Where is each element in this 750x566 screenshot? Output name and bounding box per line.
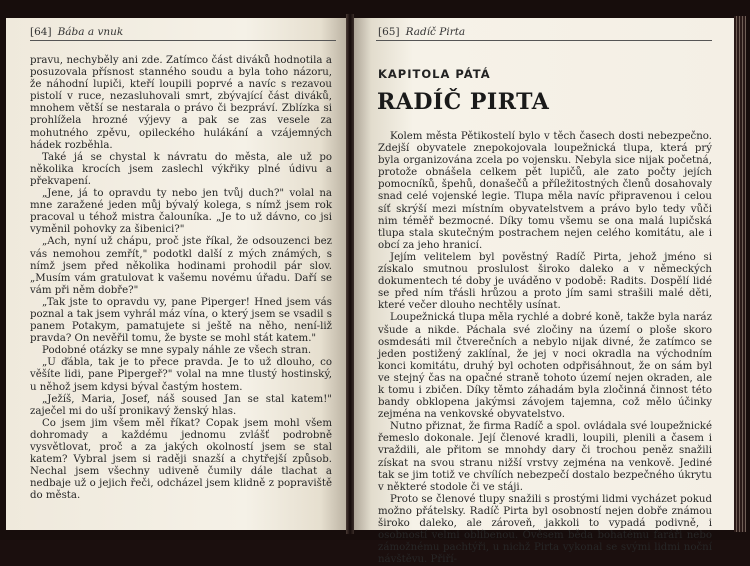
paragraph: „U ďábla, tak je to přece pravda. Je to už dlouho, co věšíte lidi, pane Pipergeř?" volal na mne tlustý hostinský, u něhož jsem kdysi býval častým hostem. [30, 357, 332, 393]
paragraph: Nutno přiznat, že firma Radíč a spol. ovládala své loupežnické řemeslo dokonale. Její členové kradli, loupili, plenili a časem i vraždili, ale přitom se mnohdy dary či trochou peněz snažili získat na svou stranu nižší vrstvy zejména na venkově. Jediné tak se jim totiž ve chvílích nebezpečí dostalo bezpečného úkrytu v některé stodole či ve stáji. [378, 421, 712, 493]
left-page-number: [64] [30, 26, 52, 38]
chapter-title: RADÍČ PIRTA [377, 89, 550, 115]
paragraph: „Tak jste to opravdu vy, pane Piperger! Hned jsem vás poznal a tak jsem vyhrál máz vína, o který jsem se vsadil s panem Potakym, pamatujete si ještě na něho, není-liž pravda? On nevěřil tomu, že byste se mohl stát katem." [30, 296, 332, 345]
left-running-head [30, 26, 123, 38]
right-running-title: Radíč Pirta [405, 26, 466, 38]
left-header-rule [30, 40, 336, 41]
right-page-number: [65] [378, 26, 400, 38]
right-running-head [378, 26, 465, 38]
paragraph: „Ježíš, Maria, Josef, náš soused Jan se stal katem!" zaječel mi do uší pronikavý ženský hlas. [30, 393, 332, 417]
paragraph: Kolem města Pětikostelí bylo v těch časech dosti nebezpečno. Zdejší obyvatele znepokojovala loupežnická tlupa, která prý byla organizována zcela po vojensku. Nebyla sice nijak početná, protože obnášela celkem pět lupičů, ale zato počty jejích pomocníků, špehů, donašečů a příležitostných členů dosahovaly snad celé vojenské legie. Tlupa měla navíc připravenou i celou síť skrýší mezi místním obyvatelstvem a právo bylo tedy vůči nim téměř bezmocné. Díky tomu všemu se ona malá lupičská tlupa stala skutečným postrachem nejen celého komitátu, ale i obcí za jeho hranicí. [378, 131, 712, 251]
paragraph: Také já se chystal k návratu do města, ale už po několika krocích jsem zaslechl výkřiky plné údivu a překvapení. [30, 151, 332, 187]
paragraph: „Ach, nyní už chápu, proč jste říkal, že odsouzenci bez vás nemohou zemřít," podotkl další z mých známých, s nímž jsem před několika hodinami prohodil pár slov. „Musím vám gratulovat k vašemu novému úřadu. Daří se vám při něm dobře?" [30, 236, 332, 296]
page-edges [734, 16, 746, 532]
right-page-body [378, 131, 712, 566]
chapter-label: KAPITOLA PÁTÁ [378, 67, 491, 81]
left-running-title: Bába a vnuk [57, 26, 124, 38]
left-page-body [30, 55, 332, 502]
paragraph: „Jene, já to opravdu ty nebo jen tvůj duch?" volal na mne zaražené jeden můj bývalý kolega, s nímž jsem rok pracoval u téhož mistra čalouníka. „Je to už dávno, co jsi vyměnil pohovky za šibenici?" [30, 188, 332, 236]
paragraph: Proto se členové tlupy snažili s prostými lidmi vycházet pokud možno přátelsky. Radíč Pirta byl osobností nejen dobře známou široko daleko, ale zároveň, jakkoli to vypadá podivně, i osobností velmi oblíbenou. Ověsem běda bohatému faráři nebo zámožnému pachtýři, u nichž Pirta vykonal se svými lidmi noční návštěvu. Přiří- [378, 493, 712, 566]
paragraph: Co jsem jim všem měl říkat? Copak jsem mohl všem dohromady a každému jednomu zvlášť podrobně vysvětlovat, proč a za jakých okolností jsem se stal katem? Vybral jsem si raději snazší a chytřejší způsob. Nechal jsem všechny udiveně čumily dále tlachat a nedbaje už o jejich řeči, odcházel jsem klidně z popraviště do města. [30, 417, 332, 502]
book-gutter [346, 14, 354, 534]
right-header-rule [376, 40, 712, 41]
paragraph: Loupežnická tlupa měla rychlé a dobré koně, takže byla naráz všude a nikde. Páchala své zločiny na území o ploše skoro osmdesáti mil čtverečních a nebylo nijak divné, že zatímco se jeden postižený zaklínal, že jej v noci okradla na východním konci komitátu, druhý byl ochoten odpřisáhnout, že on sám byl ve stejný čas na opačné straně tohoto území nejen okraden, ale k tomu i zbičen. Díky těmto záhadám byla zločinná činnost této bandy obklopena jakýmsi závojem tajemna, což mělo účinky zejména na venkovské obyvatelstvo. [378, 312, 712, 421]
paragraph: Jejím velitelem byl pověstný Radíč Pirta, jehož jméno si získalo smutnou proslulost široko daleko a v německých dokumentech té doby je uváděno v podobě: Radits. Dospělí lidé se před ním třásli hrůzou a proto jím sami strašili malé děti, které večer dlouho nechtěly usínat. [378, 251, 712, 312]
paragraph: pravu, nechyběly ani zde. Zatímco část diváků hodnotila a posuzovala přísnost stanného soudu a byla toho názoru, že náhodní lupiči, kteří loupili poprvé a navíc s rezavou pistolí v ruce, nezasluhovali smrt, zbývající část diváků, mnohem větší se nestarala o právo či bezpráví. Zblízka si prohlížela hrozné výjevy a pak se zas vesele za mohutného zpěvu, opileckého hulákání a vzájemných hádek rozběhla. [30, 55, 332, 151]
paragraph: Podobné otázky se mne sypaly náhle ze všech stran. [42, 345, 312, 357]
